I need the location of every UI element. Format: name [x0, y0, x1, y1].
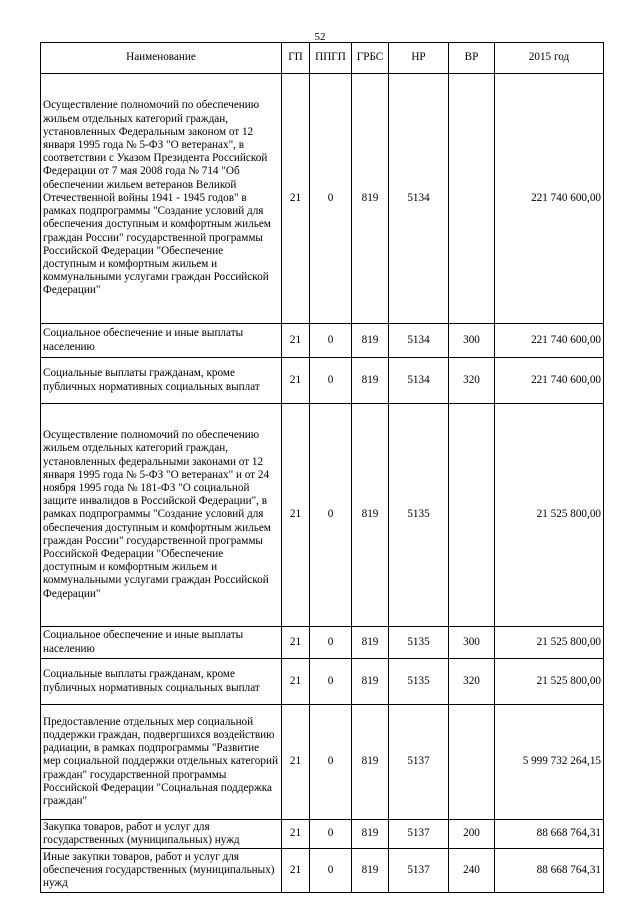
- table-row: [41, 627, 604, 659]
- row-ppgp: 0: [310, 705, 352, 820]
- row-amount: 221 740 600,00: [495, 324, 604, 358]
- header-name: Наименование: [41, 43, 282, 74]
- row-nr: 5137: [389, 849, 449, 893]
- table-header-row: [41, 43, 604, 74]
- row-gp: 21: [282, 324, 310, 358]
- row-name: Социальное обеспечение и иные выплаты населению: [41, 627, 282, 659]
- row-name: Закупка товаров, работ и услуг для государственных (муниципальных) нужд: [41, 820, 282, 849]
- row-gp: 21: [282, 659, 310, 705]
- row-vr: 300: [449, 627, 495, 659]
- row-nr: 5134: [389, 324, 449, 358]
- row-amount: 21 525 800,00: [495, 659, 604, 705]
- row-ppgp: 0: [310, 849, 352, 893]
- row-gp: 21: [282, 74, 310, 324]
- row-gp: 21: [282, 627, 310, 659]
- row-grbs: 819: [352, 358, 389, 404]
- row-name: Социальное обеспечение и иные выплаты населению: [41, 324, 282, 358]
- row-name: Социальные выплаты гражданам, кроме публичных нормативных социальных выплат: [41, 659, 282, 705]
- row-grbs: 819: [352, 659, 389, 705]
- table-row: [41, 849, 604, 893]
- row-vr: [449, 404, 495, 627]
- table-row: [41, 659, 604, 705]
- row-nr: 5135: [389, 659, 449, 705]
- row-vr: 200: [449, 820, 495, 849]
- row-nr: 5134: [389, 358, 449, 404]
- row-ppgp: 0: [310, 324, 352, 358]
- row-vr: 240: [449, 849, 495, 893]
- table-row: [41, 820, 604, 849]
- row-nr: 5137: [389, 820, 449, 849]
- row-grbs: 819: [352, 705, 389, 820]
- row-vr: 300: [449, 324, 495, 358]
- row-amount: 88 668 764,31: [495, 820, 604, 849]
- row-ppgp: 0: [310, 820, 352, 849]
- row-ppgp: 0: [310, 659, 352, 705]
- row-gp: 21: [282, 820, 310, 849]
- row-grbs: 819: [352, 820, 389, 849]
- row-name: Иные закупки товаров, работ и услуг для обеспечения государственных (муниципальных) нужд: [41, 849, 282, 893]
- table-row: [41, 705, 604, 820]
- row-name: Предоставление отдельных мер социальной поддержки граждан, подвергшихся воздействию радиации, в рамках подпрограммы "Развитие мер социальной поддержки отдельных категорий граждан" государственной программы Российской Федерации "Социальная поддержка граждан": [41, 705, 282, 820]
- table-row: [41, 324, 604, 358]
- row-amount: 5 999 732 264,15: [495, 705, 604, 820]
- table-row: [41, 404, 604, 627]
- row-grbs: 819: [352, 849, 389, 893]
- row-name: Осуществление полномочий по обеспечению жильем отдельных категорий граждан, установленных Федеральным законом от 12 января 1995 года № 5-ФЗ "О ветеранах", в соответствии с Указом Президента Российской Федерации от 7 мая 2008 года № 714 "Об обеспечении жильем ветеранов Великой Отечественной войны 1941 - 1945 годов" в рамках подпрограммы "Создание условий для обеспечения доступным и комфортным жильем граждан России" государственной программы Российской Федерации "Обеспечение доступным и комфортным жильем и коммунальными услугами граждан Российской Федерации": [41, 74, 282, 324]
- row-name: Социальные выплаты гражданам, кроме публичных нормативных социальных выплат: [41, 358, 282, 404]
- row-nr: 5135: [389, 627, 449, 659]
- row-amount: 21 525 800,00: [495, 627, 604, 659]
- row-nr: 5137: [389, 705, 449, 820]
- row-vr: [449, 74, 495, 324]
- row-gp: 21: [282, 705, 310, 820]
- row-ppgp: 0: [310, 74, 352, 324]
- row-vr: [449, 705, 495, 820]
- row-ppgp: 0: [310, 404, 352, 627]
- row-gp: 21: [282, 849, 310, 893]
- header-gp: ГП: [282, 43, 310, 74]
- row-nr: 5135: [389, 404, 449, 627]
- budget-table: [40, 42, 604, 893]
- row-amount: 88 668 764,31: [495, 849, 604, 893]
- header-year: 2015 год: [495, 43, 604, 74]
- row-vr: 320: [449, 358, 495, 404]
- row-gp: 21: [282, 358, 310, 404]
- header-vr: ВР: [449, 43, 495, 74]
- row-amount: 221 740 600,00: [495, 74, 604, 324]
- row-gp: 21: [282, 404, 310, 627]
- row-grbs: 819: [352, 404, 389, 627]
- row-name: Осуществление полномочий по обеспечению жильем отдельных категорий граждан, установленных федеральными законами от 12 января 1995 года № 5-ФЗ "О ветеранах" и от 24 ноября 1995 года № 181-ФЗ "О социальной защите инвалидов в Российской Федерации", в рамках подпрограммы "Создание условий для обеспечения доступным и комфортным жильем граждан России" государственной программы Российской Федерации "Обеспечение доступным и комфортным жильем и коммунальными услугами граждан Российской Федерации": [41, 404, 282, 627]
- row-grbs: 819: [352, 324, 389, 358]
- row-ppgp: 0: [310, 627, 352, 659]
- row-amount: 21 525 800,00: [495, 404, 604, 627]
- row-nr: 5134: [389, 74, 449, 324]
- table-row: [41, 358, 604, 404]
- row-vr: 320: [449, 659, 495, 705]
- table-row: [41, 74, 604, 324]
- header-grbs: ГРБС: [352, 43, 389, 74]
- row-ppgp: 0: [310, 358, 352, 404]
- row-grbs: 819: [352, 74, 389, 324]
- row-amount: 221 740 600,00: [495, 358, 604, 404]
- header-ppgp: ППГП: [310, 43, 352, 74]
- row-grbs: 819: [352, 627, 389, 659]
- header-nr: НР: [389, 43, 449, 74]
- page-number: 52: [314, 31, 326, 43]
